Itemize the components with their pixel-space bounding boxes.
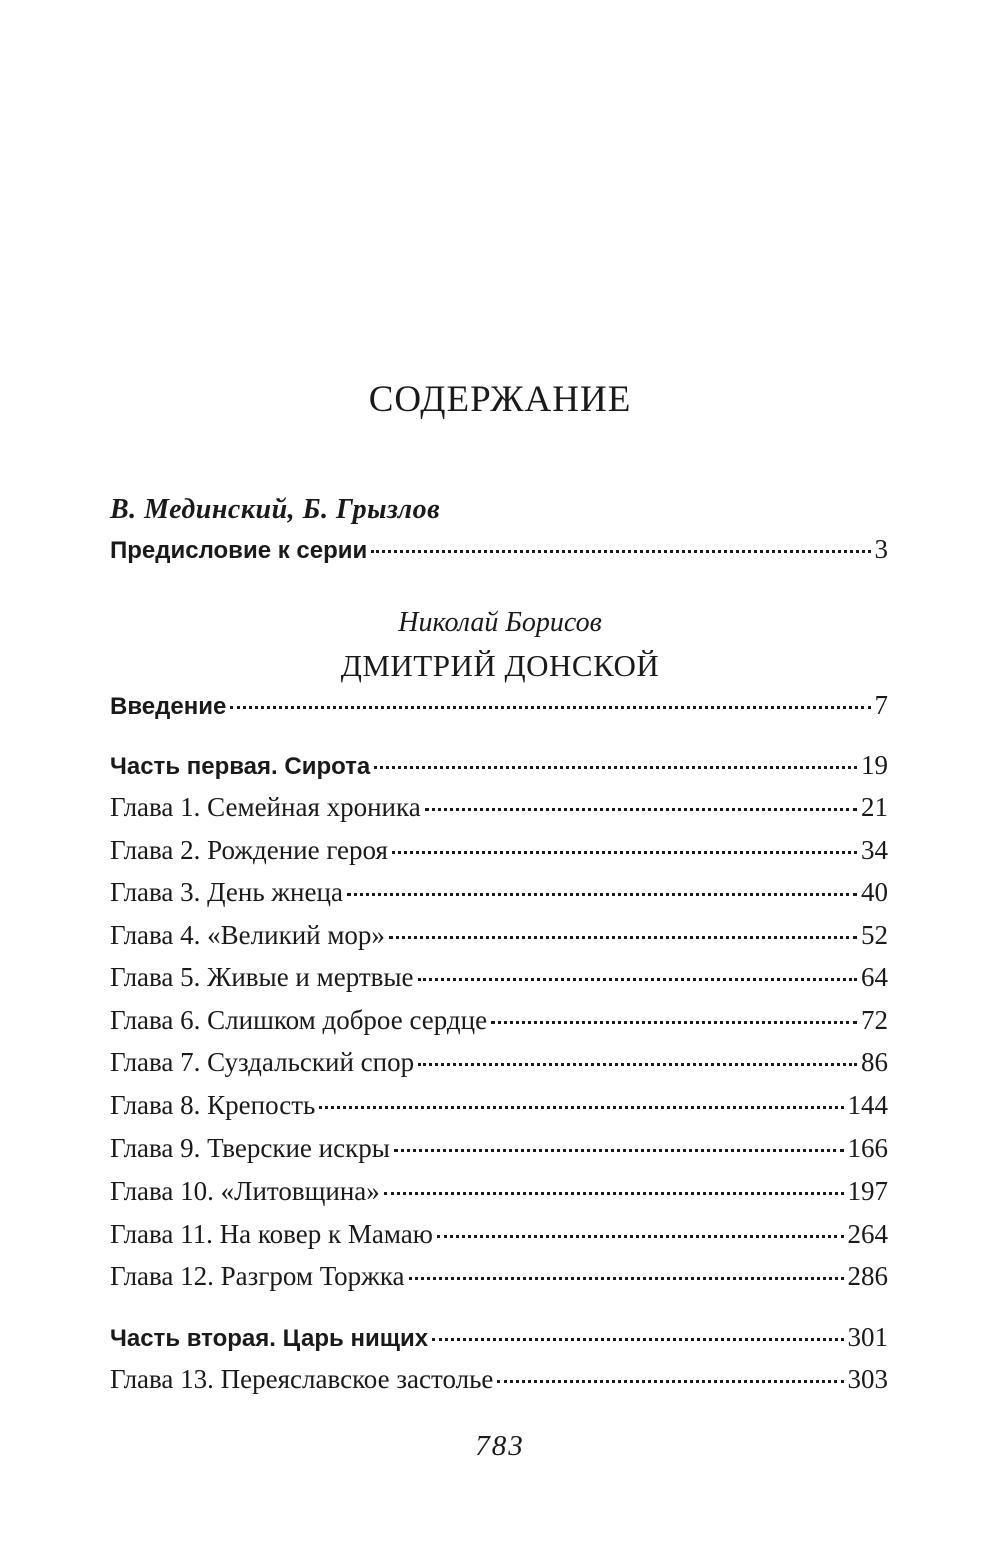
toc-entry[interactable] [110, 920, 888, 960]
dot-leader [418, 1062, 857, 1066]
toc-entry-label: Глава 1. Семейная хроника [110, 792, 421, 822]
toc-entry-label: Глава 13. Переяславское застолье [110, 1364, 494, 1394]
toc-entry[interactable] [110, 750, 888, 790]
toc-entry-page: 264 [847, 1219, 888, 1249]
toc-entry-label: Глава 7. Суздальский спор [110, 1047, 415, 1077]
toc-entry-label: Глава 8. Крепость [110, 1090, 316, 1120]
toc-entry-label: Глава 12. Разгром Торжка [110, 1261, 405, 1291]
dot-leader [491, 1020, 857, 1024]
dot-leader [418, 977, 857, 981]
dot-leader [389, 935, 857, 939]
dot-leader [374, 765, 857, 769]
toc-entry[interactable] [110, 1133, 888, 1173]
dot-leader [371, 549, 870, 553]
toc-entry-page: 19 [861, 750, 888, 780]
toc-entry-page: 40 [861, 877, 888, 907]
dot-leader [384, 1191, 844, 1195]
dot-leader [409, 1276, 844, 1280]
toc-entry-page: 301 [847, 1322, 888, 1352]
dot-leader [230, 705, 870, 709]
toc-entry[interactable] [110, 1176, 888, 1216]
dot-leader [394, 1148, 844, 1152]
toc-entry-label: Глава 4. «Великий мор» [110, 920, 385, 950]
toc-entry[interactable] [110, 962, 888, 1002]
preface-authors: В. Мединский, Б. Грызлов [110, 494, 441, 525]
dot-leader [425, 807, 857, 811]
dot-leader [497, 1379, 843, 1383]
toc-entry[interactable] [110, 1261, 888, 1301]
dot-leader [432, 1337, 843, 1341]
toc-entry-page: 197 [847, 1176, 888, 1206]
toc-entry-preface[interactable] [110, 534, 888, 574]
toc-entry-label: Глава 5. Живые и мертвые [110, 962, 414, 992]
toc-entry-page: 166 [847, 1133, 888, 1163]
toc-entry[interactable] [110, 1219, 888, 1259]
toc-entry-label: Часть вторая. Царь нищих [110, 1325, 429, 1352]
dot-leader [437, 1234, 844, 1238]
toc-entry-label: Глава 11. На ковер к Мамаю [110, 1219, 433, 1249]
toc-entry[interactable] [110, 835, 888, 875]
toc-entry-label: Глава 3. День жнеца [110, 877, 343, 907]
toc-entry[interactable] [110, 877, 888, 917]
toc-entry[interactable] [110, 1364, 888, 1404]
toc-entry[interactable] [110, 1322, 888, 1362]
toc-entry-label: Глава 2. Рождение героя [110, 835, 388, 865]
toc-entry-label: Введение [110, 693, 227, 720]
toc-entry-label: Глава 9. Тверские искры [110, 1133, 390, 1163]
toc-entry-page: 286 [847, 1261, 888, 1291]
book-author: Николай Борисов [398, 607, 602, 638]
toc-entry-label: Глава 6. Слишком доброе сердце [110, 1005, 488, 1035]
book-title: ДМИТРИЙ ДОНСКОЙ [340, 648, 660, 683]
toc-entry[interactable] [110, 1090, 888, 1130]
toc-entry-page: 52 [861, 920, 888, 950]
dot-leader [319, 1105, 843, 1109]
toc-entry[interactable] [110, 1047, 888, 1087]
toc-entry-page: 21 [861, 792, 888, 822]
toc-entry[interactable] [110, 1005, 888, 1045]
dot-leader [347, 892, 857, 896]
toc-entry[interactable] [110, 690, 888, 730]
toc-entry-page: 72 [861, 1005, 888, 1035]
toc-entry-page: 303 [847, 1364, 888, 1394]
toc-entry-page: 64 [861, 962, 888, 992]
toc-entry-page: 34 [861, 835, 888, 865]
toc-entry-label: Предисловие к серии [110, 537, 368, 564]
toc-entry-page: 86 [861, 1047, 888, 1077]
toc-entry-label: Глава 10. «Литовщина» [110, 1176, 380, 1206]
toc-entry-page: 3 [874, 534, 888, 564]
page-title: СОДЕРЖАНИЕ [368, 379, 632, 420]
toc-entry-page: 7 [874, 690, 888, 720]
dot-leader [392, 850, 857, 854]
toc-entry[interactable] [110, 792, 888, 832]
toc-entry-page: 144 [847, 1090, 888, 1120]
toc-entry-label: Часть первая. Сирота [110, 753, 371, 780]
page-number: 783 [475, 1430, 525, 1462]
